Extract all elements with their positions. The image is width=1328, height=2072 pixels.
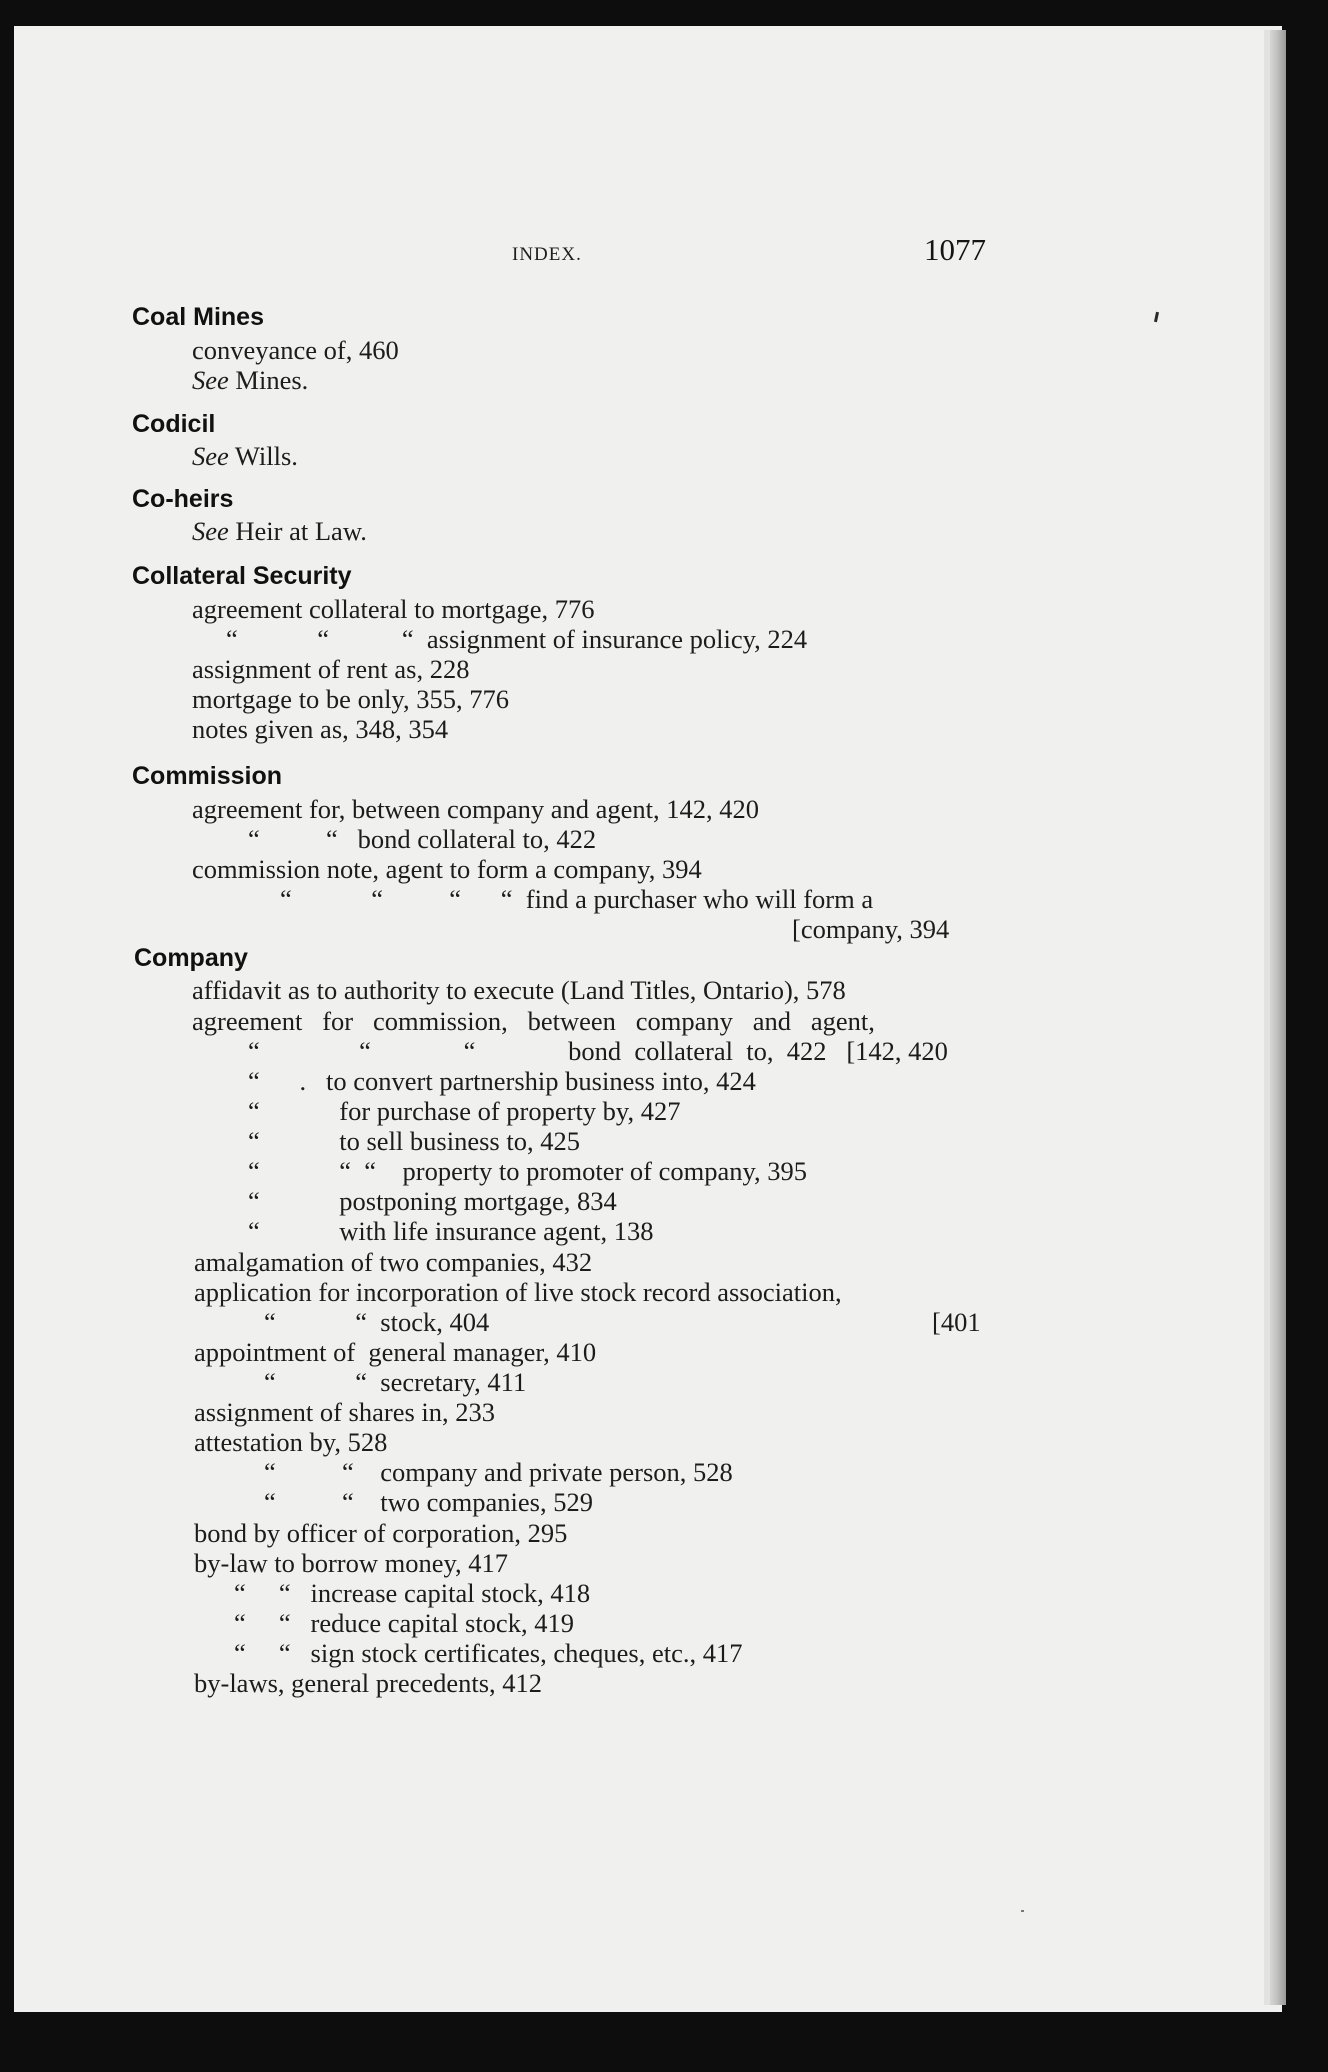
see-target: Mines. bbox=[228, 365, 309, 395]
sub-entry: attestation by, 528 bbox=[194, 1427, 388, 1457]
cross-reference bbox=[192, 367, 308, 394]
sub-entry: “ to sell business to, 425 bbox=[248, 1126, 580, 1156]
sub-entry: “ “ “ bond collateral to, 422 [142, 420 bbox=[248, 1036, 948, 1066]
sub-entry: notes given as, 348, 354 bbox=[192, 714, 449, 744]
see-label: See bbox=[192, 365, 229, 395]
sub-entry: “ “ “ assignment of insurance policy, 224 bbox=[226, 624, 808, 654]
sub-entry: assignment of shares in, 233 bbox=[194, 1397, 496, 1427]
entry-heading: Collateral Security bbox=[132, 562, 352, 590]
entry-heading: Coal Mines bbox=[132, 303, 264, 331]
entry-heading: Co-heirs bbox=[132, 485, 234, 513]
sub-entry: “ . to convert partnership business into, 424 bbox=[248, 1066, 756, 1096]
sub-entry: “ “ secretary, 411 bbox=[264, 1367, 527, 1397]
sub-entry: commission note, agent to form a company, 394 bbox=[192, 854, 702, 884]
sub-entry: “ “ two companies, 529 bbox=[264, 1487, 593, 1517]
sub-entry: appointment of general manager, 410 bbox=[194, 1337, 597, 1367]
entry-heading: Codicil bbox=[132, 410, 216, 438]
sub-entry-continuation: [company, 394 bbox=[792, 914, 950, 944]
ink-speck bbox=[1021, 1910, 1024, 1912]
sub-entry: agreement for, between company and agent, 142, 420 bbox=[192, 794, 760, 824]
page-edge bbox=[1270, 30, 1286, 2005]
sub-entry: amalgamation of two companies, 432 bbox=[194, 1247, 593, 1277]
running-header: INDEX. bbox=[512, 244, 582, 265]
sub-entry: “ “ increase capital stock, 418 bbox=[234, 1578, 591, 1608]
sub-entry: “ “ sign stock certificates, cheques, etc., 417 bbox=[234, 1638, 743, 1668]
sub-entry: by-law to borrow money, 417 bbox=[194, 1548, 509, 1578]
see-target: Wills. bbox=[228, 441, 298, 471]
entry-heading: Company bbox=[134, 944, 248, 972]
entry-heading: Commission bbox=[132, 762, 283, 790]
sub-entry: conveyance of, 460 bbox=[192, 335, 399, 365]
sub-entry: agreement for commission, between company and agent, bbox=[192, 1006, 875, 1036]
cross-reference bbox=[192, 518, 367, 545]
see-label: See bbox=[192, 516, 229, 546]
sub-entry: “ “ reduce capital stock, 419 bbox=[234, 1608, 574, 1638]
sub-entry: “ postponing mortgage, 834 bbox=[248, 1186, 617, 1216]
sub-entry: agreement collateral to mortgage, 776 bbox=[192, 594, 595, 624]
page-number: 1077 bbox=[924, 232, 986, 267]
sub-entry: by-laws, general precedents, 412 bbox=[194, 1668, 543, 1698]
sub-entry: “ “ bond collateral to, 422 bbox=[248, 824, 597, 854]
cross-reference bbox=[192, 443, 298, 470]
sub-entry: mortgage to be only, 355, 776 bbox=[192, 684, 509, 714]
sub-entry: “ “ “ property to promoter of company, 395 bbox=[248, 1156, 808, 1186]
see-target: Heir at Law. bbox=[228, 516, 367, 546]
sub-entry: “ with life insurance agent, 138 bbox=[248, 1216, 654, 1246]
sub-entry: “ “ company and private person, 528 bbox=[264, 1457, 733, 1487]
sub-entry: affidavit as to authority to execute (Land Titles, Ontario), 578 bbox=[192, 975, 846, 1005]
sub-entry-continuation: [401 bbox=[932, 1307, 981, 1337]
see-label: See bbox=[192, 441, 229, 471]
sub-entry: bond by officer of corporation, 295 bbox=[194, 1518, 568, 1548]
sub-entry: “ “ stock, 404 bbox=[264, 1307, 490, 1337]
sub-entry: “ “ “ “ find a purchaser who will form a bbox=[280, 884, 874, 914]
sub-entry: application for incorporation of live stock record association, bbox=[194, 1277, 842, 1307]
sub-entry: “ for purchase of property by, 427 bbox=[248, 1096, 681, 1126]
sub-entry: assignment of rent as, 228 bbox=[192, 654, 470, 684]
